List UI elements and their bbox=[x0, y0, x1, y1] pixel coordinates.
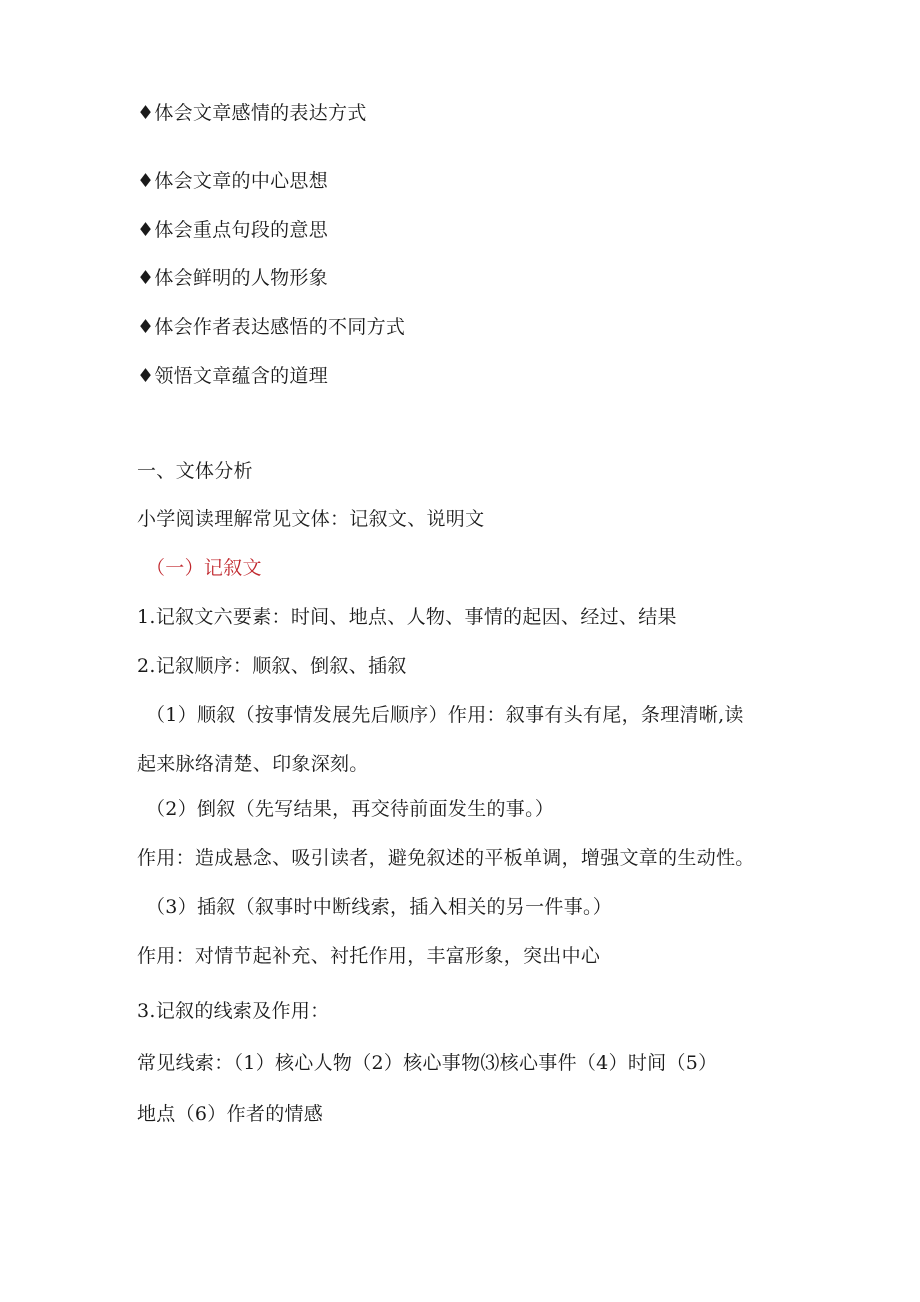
paragraph-chaxu: （3）插叙（叙事时中断线索，插入相关的另一件事。） bbox=[146, 896, 613, 918]
paragraph-daoxu-effect: 作用：造成悬念、吸引读者，避免叙述的平板单调，增强文章的生动性。 bbox=[137, 847, 755, 869]
bullet-item: ♦体会文章感情的表达方式 bbox=[137, 102, 367, 124]
bullet-item: ♦体会鲜明的人物形象 bbox=[137, 267, 329, 289]
paragraph-clue-title: 3.记叙的线索及作用： bbox=[137, 1000, 330, 1022]
bullet-item: ♦体会文章的中心思想 bbox=[137, 170, 329, 192]
paragraph-shunxu-cont: 起来脉络清楚、印象深刻。 bbox=[137, 753, 369, 775]
bullet-item: ♦体会重点句段的意思 bbox=[137, 219, 329, 241]
paragraph-order-title: 2.记叙顺序：顺叙、倒叙、插叙 bbox=[137, 655, 407, 677]
section-title: 一、文体分析 bbox=[137, 460, 253, 482]
paragraph-clue: 常见线索：（1）核心人物（2）核心事物⑶核心事件（4）时间（5） bbox=[137, 1052, 718, 1074]
paragraph-daoxu: （2）倒叙（先写结果，再交待前面发生的事。） bbox=[146, 798, 555, 820]
paragraph-six-elements: 1.记叙文六要素：时间、地点、人物、事情的起因、经过、结果 bbox=[137, 606, 677, 628]
bullet-item: ♦体会作者表达感悟的不同方式 bbox=[137, 316, 406, 338]
paragraph-chaxu-effect: 作用：对情节起补充、衬托作用，丰富形象，突出中心 bbox=[137, 945, 601, 967]
paragraph-clue-cont: 地点（6）作者的情感 bbox=[137, 1103, 324, 1125]
paragraph-shunxu: （1）顺叙（按事情发展先后顺序）作用：叙事有头有尾，条理清晰,读 bbox=[146, 704, 744, 726]
bullet-item: ♦领悟文章蕴含的道理 bbox=[137, 365, 329, 387]
intro-text: 小学阅读理解常见文体：记叙文、说明文 bbox=[137, 508, 485, 530]
subsection-title: （一）记叙文 bbox=[146, 557, 262, 579]
